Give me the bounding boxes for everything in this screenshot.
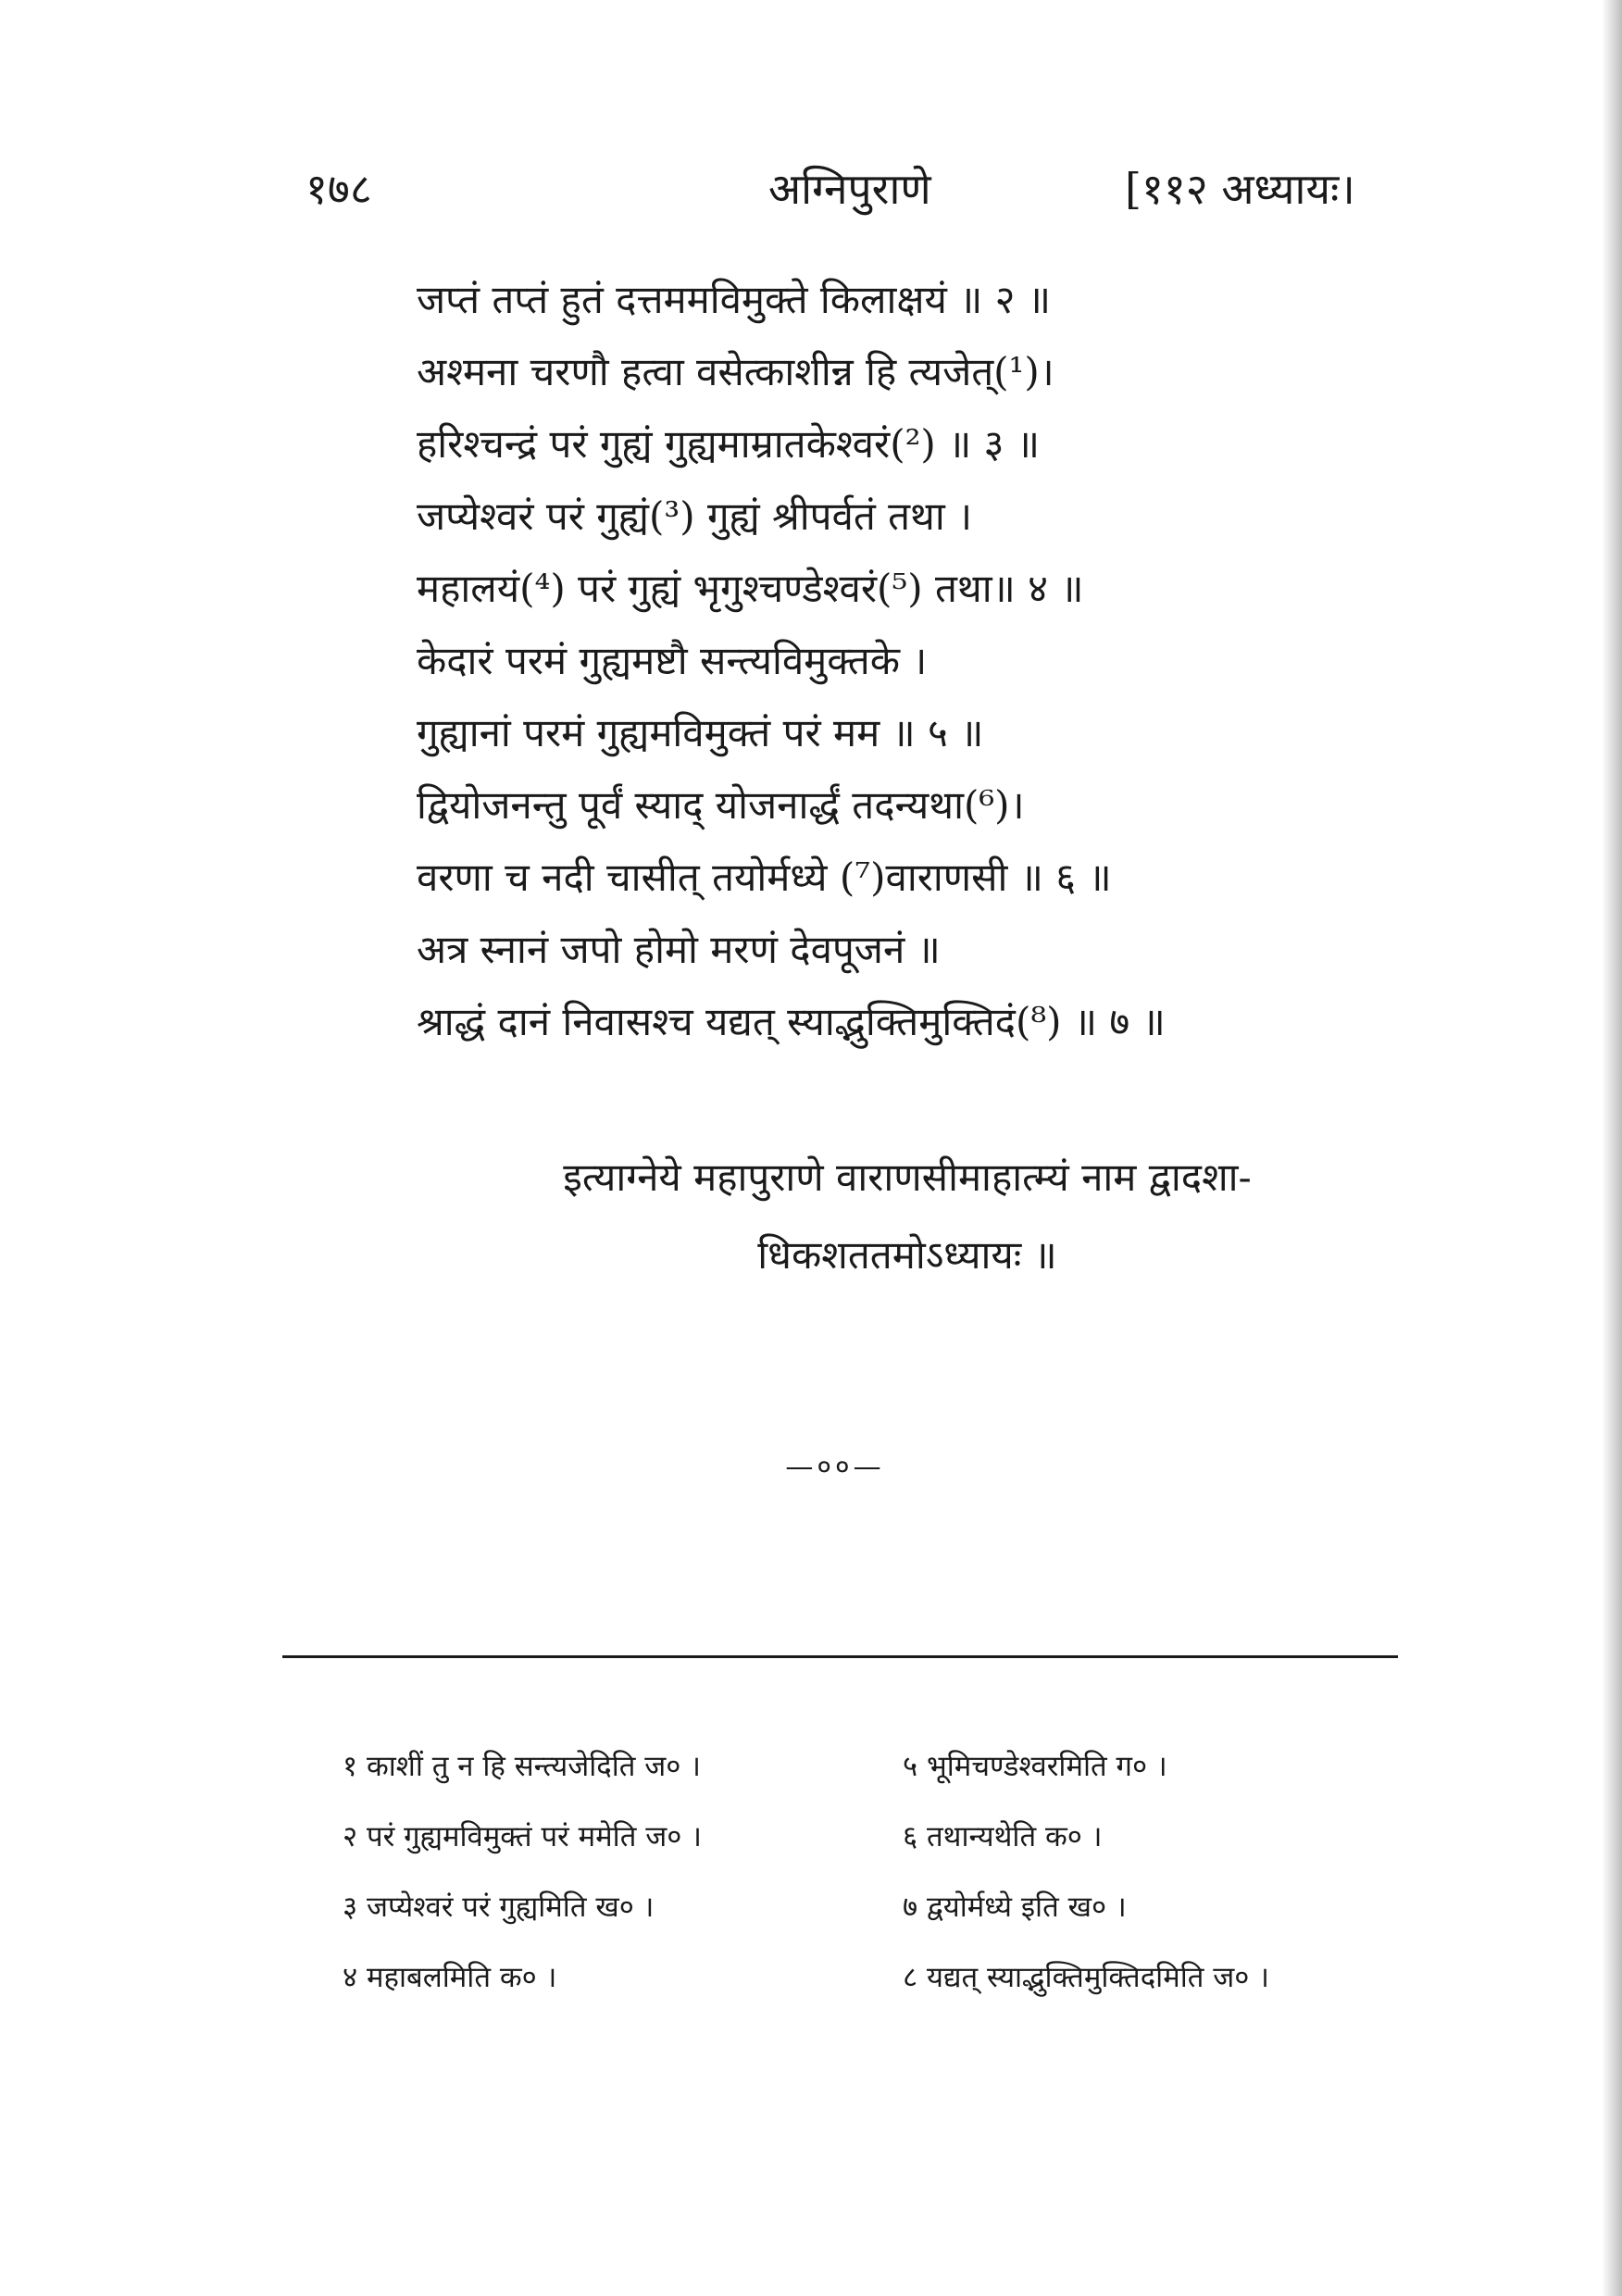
verse-line: द्वियोजनन्तु पूर्वं स्याद् योजनार्द्धं तदन्यथा(⁶)। bbox=[417, 782, 1025, 828]
footnote: ७ द्वयोर्मध्ये इति ख० । bbox=[903, 1890, 1127, 1924]
verse-line: महालयं(⁴) परं गुह्यं भृगुश्चण्डेश्वरं(⁵) तथा॥ ४ ॥ bbox=[417, 566, 1084, 611]
footnote: ५ भूमिचण्डेश्वरमिति ग० । bbox=[903, 1750, 1167, 1783]
verse-line: केदारं परमं गुह्यमष्टौ सन्त्यविमुक्तके । bbox=[417, 638, 928, 683]
footnote: ८ यद्यत् स्याद्भुक्तिमुक्तिदमिति ज० । bbox=[903, 1961, 1270, 1994]
verse-line: जप्तं तप्तं हुतं दत्तममविमुक्ते किलाक्षयं ॥ २ ॥ bbox=[417, 277, 1052, 322]
colophon-line: धिकशततमोऽध्यायः ॥ bbox=[757, 1232, 1057, 1278]
chapter-colophon bbox=[389, 1139, 1426, 1294]
colophon-line: इत्याग्नेये महापुराणे वाराणसीमाहात्म्यं नाम द्वादशा- bbox=[563, 1154, 1252, 1200]
footnote: ४ महाबलमिति क० । bbox=[343, 1961, 557, 1994]
verse-line: गुह्यानां परमं गुह्यमविमुक्तं परं मम ॥ ५ ॥ bbox=[417, 710, 984, 755]
verse-line: हरिश्चन्द्रं परं गुह्यं गुह्यमाम्रातकेश्वरं(²) ॥ ३ ॥ bbox=[417, 421, 1041, 467]
verse-block bbox=[417, 264, 1361, 1058]
footnotes-right-column bbox=[903, 1731, 1421, 2013]
footnote-rule bbox=[282, 1655, 1398, 1658]
verse-line: जप्येश्वरं परं गुह्यं(³) गुह्यं श्रीपर्वतं तथा । bbox=[417, 493, 973, 539]
chapter-heading: [११२ अध्यायः। bbox=[1125, 164, 1355, 214]
page-number: १७८ bbox=[306, 164, 372, 214]
footnotes-left-column bbox=[343, 1731, 898, 2013]
footnote: २ परं गुह्यमविमुक्तं परं ममेति ज० । bbox=[343, 1820, 702, 1853]
footnote: ३ जप्येश्वरं परं गुह्यमिति ख० । bbox=[343, 1890, 655, 1924]
verse-line: अत्र स्नानं जपो होमो मरणं देवपूजनं ॥ bbox=[417, 927, 941, 972]
section-separator: —००— bbox=[785, 1451, 885, 1483]
verse-line: श्राद्धं दानं निवासश्च यद्यत् स्याद्भुक्तिमुक्तिदं(⁸) ॥ ७ ॥ bbox=[417, 999, 1166, 1044]
running-title: अग्निपुराणे bbox=[768, 164, 931, 214]
footnote: ६ तथान्यथेति क० । bbox=[903, 1820, 1103, 1853]
page-edge-shadow bbox=[1602, 0, 1622, 2296]
footnote: १ काशीं तु न हि सन्त्यजेदिति ज० । bbox=[343, 1750, 701, 1783]
verse-line: अश्मना चरणौ हत्वा वसेत्काशीन्न हि त्यजेत्(¹)। bbox=[417, 349, 1054, 394]
verse-line: वरणा च नदी चासीत् तयोर्मध्ये (⁷)वाराणसी ॥ ६ ॥ bbox=[417, 855, 1112, 900]
